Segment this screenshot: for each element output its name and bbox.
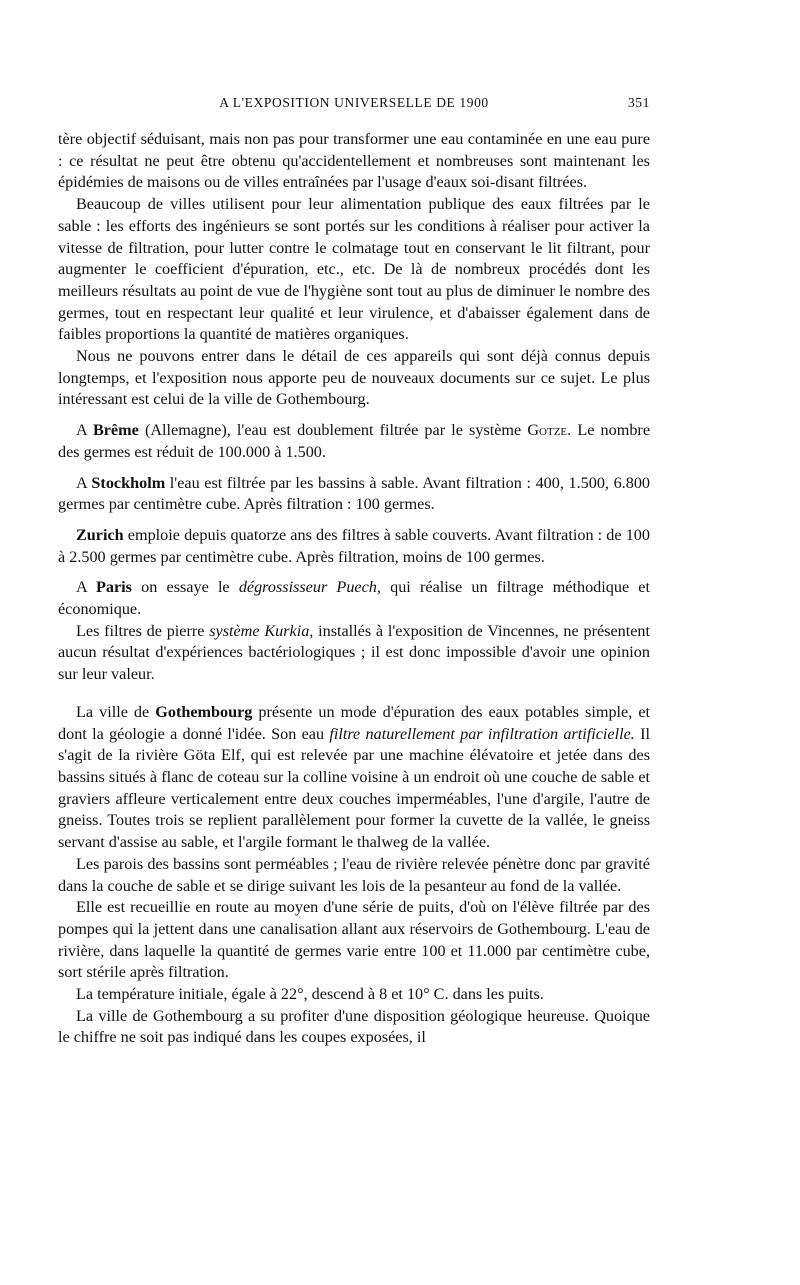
body-text xyxy=(58,129,650,1049)
paragraph-paris: A Paris on essaye le dégrossisseur Puech, qui réalise un filtrage méthodique et économique. xyxy=(58,578,650,619)
city-paris: Paris xyxy=(95,578,132,597)
city-gothembourg: Gothembourg xyxy=(155,702,253,721)
paragraph-stockholm: A Stockholm l'eau est filtrée par les bassins à sable. Avant filtration : 400, 1.500, 6.800 germes par centimètre cube. Après filtration : 100 germes. xyxy=(58,473,651,514)
running-title: A L'EXPOSITION UNIVERSELLE DE 1900 xyxy=(219,95,489,110)
paragraph-kurkia: Les filtres de pierre système Kurkia, installés à l'exposition de Vincennes, ne présentent aucun résultat d'expériences bactériologiques ; il est donc impossible d'avoir une opinion sur leur valeur. xyxy=(58,621,650,684)
paragraph-wells: Elle est recueillie en route au moyen d'une série de puits, d'où on l'élève filtrée par des pompes qui la jettent dans une canalisation allant aux réservoirs de Gothembourg. L'eau de rivière, dans laquelle la quantité de germes varie entre 100 et 11.000 par centimètre cube, sort stérile après filtration. xyxy=(58,898,650,982)
paragraph-filtration-efforts: Beaucoup de villes utilisent pour leur alimentation publique des eaux filtrées par le sable : les efforts des ingénieurs se sont portés sur les conditions à réaliser pour activer la vitesse de filtration, pour lutter contre le colmatage tout en conservant le lit filtrant, pour augmenter le coefficient d'épuration, etc., etc. De là de nombreux procédés dont les meilleurs résultats au point de vue de l'hygiène sont tout au plus de diminuer le nombre des germes, tout en respectant leur qualité et leur virulence, et d'abaisser également dans de faibles proportions la quantité de matières organiques. xyxy=(58,195,650,344)
city-breme: Brême xyxy=(92,421,139,440)
city-zurich: Zurich xyxy=(76,525,124,544)
running-header xyxy=(58,95,650,117)
paragraph-breme: A Brême (Allemagne), l'eau est doublement filtrée par le système Gotze. Le nombre des germes est réduit de 100.000 à 1.500. xyxy=(58,421,651,461)
paragraph-basins: Les parois des bassins sont perméables ; l'eau de rivière relevée pénètre donc par gravité dans la couche de sable et se dirige suivant les lois de la pesanteur au fond de la vallée. xyxy=(58,854,650,895)
paragraph-apparatus: Nous ne pouvons entrer dans le détail de ces appareils qui sont déjà connus depuis longtemps, et l'exposition nous apporte peu de nouveaux documents sur ce sujet. Le plus intéressant est celui de la ville de Gothembourg. xyxy=(58,347,650,409)
paragraph-zurich: Zurich emploie depuis quatorze ans des filtres à sable couverts. Avant filtration : de 100 à 2.500 germes par centimètre cube. Après filtration, moins de 100 germes. xyxy=(58,525,650,566)
paragraph-continued: tère objectif séduisant, mais non pas pour transformer une eau contaminée en une eau pure : ce résultat ne peut être obtenu qu'accidentellement et nombreuses sont maintenant les épidémies de maisons ou de villes entraînées par l'usage d'eaux soi-disant filtrées. xyxy=(58,130,650,192)
natural-filtration-phrase: filtre naturellement par infiltration artificielle. xyxy=(329,724,635,743)
page-number: 351 xyxy=(627,95,650,110)
system-kurkia: système Kurkia, xyxy=(209,621,314,640)
paragraph-temperature: La température initiale, égale à 22°, descend à 8 et 10° C. dans les puits. xyxy=(76,985,544,1004)
paragraph-geology: La ville de Gothembourg a su profiter d'une disposition géologique heureuse. Quoique le chiffre ne soit pas indiqué dans les coupes exposées, il xyxy=(58,1006,650,1047)
city-stockholm: Stockholm xyxy=(91,473,166,492)
system-puech: dégrossisseur Puech, xyxy=(238,578,381,597)
paragraph-gothembourg: La ville de Gothembourg présente un mode d'épuration des eaux potables simple, et dont la géologie a donné l'idée. Son eau filtre naturellement par infiltration artificielle. Il s'agit de la rivière Göta Elf, qui est relevée par une machine élévatoire et jetée dans des bassins situés à flanc de coteau sur la colline voisine à un endroit où une couche de sable et graviers affleure verticalement entre deux couches imperméables, l'une d'argile, l'autre de gneiss. Toutes trois se replient parallèlement pour former la cuvette de la vallée, le gneiss servant d'assise au sable, et l'argile formant le thalweg de la vallée. xyxy=(58,702,650,852)
system-gotze: Gotze xyxy=(527,421,568,440)
